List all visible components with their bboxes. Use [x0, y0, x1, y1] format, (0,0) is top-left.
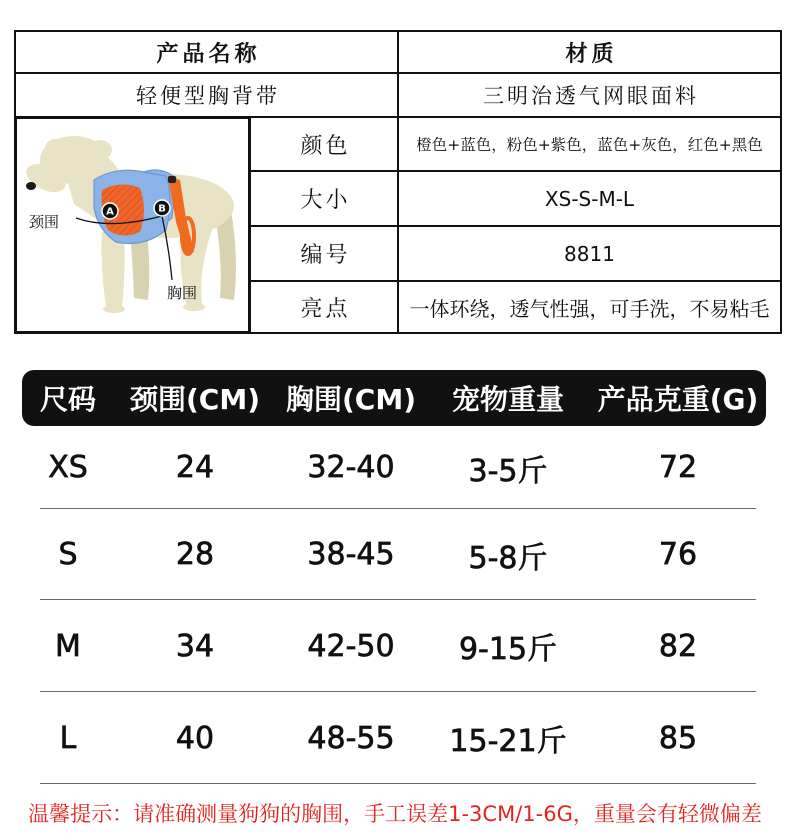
- chest-cell: 42-50: [307, 628, 395, 664]
- row-divider: [40, 783, 756, 784]
- chest-label: 胸围: [167, 284, 198, 302]
- pet-weight-cell: 9-15斤: [458, 632, 558, 667]
- pet-weight-cell: 3-5斤: [468, 453, 548, 489]
- material-header: 材质: [399, 32, 780, 72]
- table-row: [22, 692, 766, 784]
- table-row: [22, 509, 766, 600]
- neck-cell: 24: [175, 450, 215, 485]
- chest-cell: 48-55: [307, 720, 395, 756]
- col-pet-weight: 宠物重量: [451, 383, 564, 416]
- size-cell: XS: [48, 450, 88, 485]
- material-value: 三明治透气网眼面料: [399, 74, 780, 116]
- size-label: 大小: [251, 172, 397, 225]
- size-cell: S: [58, 537, 78, 572]
- product-weight-cell: 85: [658, 720, 698, 756]
- chest-cell: 38-45: [307, 537, 395, 572]
- product-weight-cell: 76: [658, 537, 698, 572]
- marker-b-label: B: [158, 203, 166, 215]
- highlights-label: 亮点: [251, 282, 397, 332]
- model-number-label: 编号: [251, 227, 397, 280]
- col-size: 尺码: [39, 383, 96, 416]
- product-weight-cell: 72: [658, 450, 698, 485]
- size-cell: M: [55, 628, 81, 664]
- neck-cell: 28: [175, 537, 215, 572]
- chest-cell: 32-40: [307, 450, 395, 485]
- highlights-value: 一体环绕，透气性强，可手洗，不易粘毛: [399, 282, 780, 332]
- color-label: 颜色: [251, 118, 397, 170]
- product-name-value: 轻便型胸背带: [16, 74, 397, 116]
- product-name-header: 产品名称: [16, 32, 397, 72]
- rear-foot: [183, 303, 205, 311]
- dog-harness-photo: [16, 118, 249, 332]
- dog-nose: [26, 182, 36, 190]
- size-value: XS-S-M-L: [399, 172, 780, 225]
- neck-label: 颈围: [29, 213, 60, 231]
- model-number-value: 8811: [399, 227, 780, 280]
- size-table-header: [22, 370, 766, 426]
- col-product-weight: 产品克重(G): [597, 383, 759, 416]
- size-cell: L: [59, 720, 77, 756]
- col-neck: 颈围(CM): [129, 383, 260, 416]
- neck-cell: 34: [175, 628, 215, 664]
- neck-cell: 40: [175, 720, 215, 756]
- product-spec-table: [14, 30, 782, 334]
- product-photo: [16, 118, 249, 332]
- table-row: [22, 426, 766, 509]
- leash-clip: [168, 176, 176, 183]
- pet-weight-cell: 5-8斤: [468, 540, 548, 576]
- color-value: 橙色+蓝色，粉色+紫色，蓝色+灰色，红色+黑色: [399, 118, 780, 170]
- col-chest: 胸围(CM): [285, 383, 416, 416]
- table-row: [22, 600, 766, 692]
- marker-a-label: A: [106, 206, 114, 218]
- pet-weight-cell: 15-21斤: [449, 724, 567, 759]
- front-foot: [103, 305, 125, 313]
- measurement-notice: 温馨提示：请准确测量狗狗的胸围，手工误差1-3CM/1-6G，重量会有轻微偏差: [28, 802, 762, 826]
- product-weight-cell: 82: [658, 628, 698, 664]
